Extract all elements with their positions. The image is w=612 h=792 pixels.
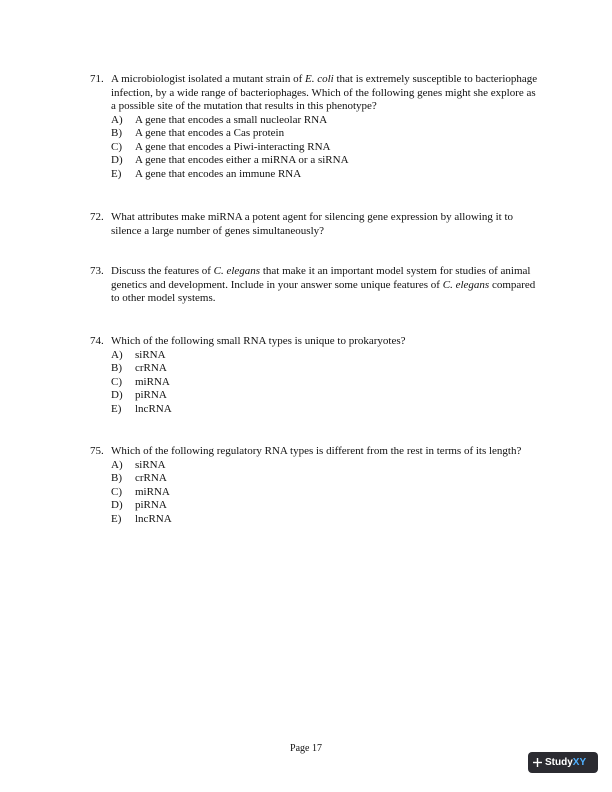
answer-choices [90,349,540,417]
answer-choices [90,114,540,182]
studyxy-badge[interactable] [528,752,598,773]
brand-name: Study [545,756,573,768]
question-75 [90,445,540,526]
question-number: 73. [90,265,104,277]
answer-choice: A) siRNA [111,348,166,361]
answer-choice: A) siRNA [111,458,166,471]
answer-choice: E) lncRNA [111,402,172,415]
species-name: C. elegans [442,278,490,291]
question-text: Which of the following small RNA types is unique to prokaryotes? [111,335,406,347]
brand-accent: XY [572,756,587,768]
answer-choice: D) piRNA [111,389,167,401]
question-stem [90,73,540,114]
answer-choice: C) A gene that encodes a Piwi-interacting RNA [111,140,331,153]
question-stem [90,445,540,459]
answer-choice: B) A gene that encodes a Cas protein [111,127,285,139]
question-72 [90,211,540,238]
answer-choices [90,459,540,527]
question-text: Discuss the features of C. elegans that make it an important model system for studies of animal genetics and development. Include in your answer some unique features of C. elegans compared to other model systems. [111,265,536,304]
question-number: 72. [90,211,104,223]
species-name: C. elegans [213,265,261,277]
question-number: 74. [90,335,104,347]
answer-choice: A) A gene that encodes a small nucleolar RNA [111,113,328,126]
question-stem [90,265,540,306]
question-stem [90,335,540,349]
plus-icon [533,758,545,767]
question-73 [90,265,540,306]
question-stem [90,211,540,238]
question-text: Which of the following regulatory RNA types is different from the rest in terms of its length? [111,445,522,457]
page-number: Page 17 [290,743,322,754]
answer-choice: D) piRNA [111,499,167,511]
question-71 [90,73,540,181]
answer-choice: B) crRNA [111,362,167,374]
answer-choice: E) lncRNA [111,512,172,525]
answer-choice: E) A gene that encodes an immune RNA [111,167,302,180]
question-74 [90,335,540,416]
answer-choice: B) crRNA [111,472,167,484]
question-number: 71. [90,73,104,85]
species-name: E. coli [305,73,334,85]
answer-choice: D) A gene that encodes either a miRNA or a siRNA [111,154,349,166]
question-text: What attributes make miRNA a potent agent for silencing gene expression by allowing it to silence a large number of genes simultaneously? [111,211,514,237]
question-text: A microbiologist isolated a mutant strain of E. coli that is extremely susceptible to bacteriophage infection, by a wide range of bacteriophages. Which of the following genes might she explore as a possible site of the mutation that results in this phenotype? [111,73,538,112]
question-number: 75. [90,445,104,457]
answer-choice: C) miRNA [111,485,170,498]
answer-choice: C) miRNA [111,375,170,388]
